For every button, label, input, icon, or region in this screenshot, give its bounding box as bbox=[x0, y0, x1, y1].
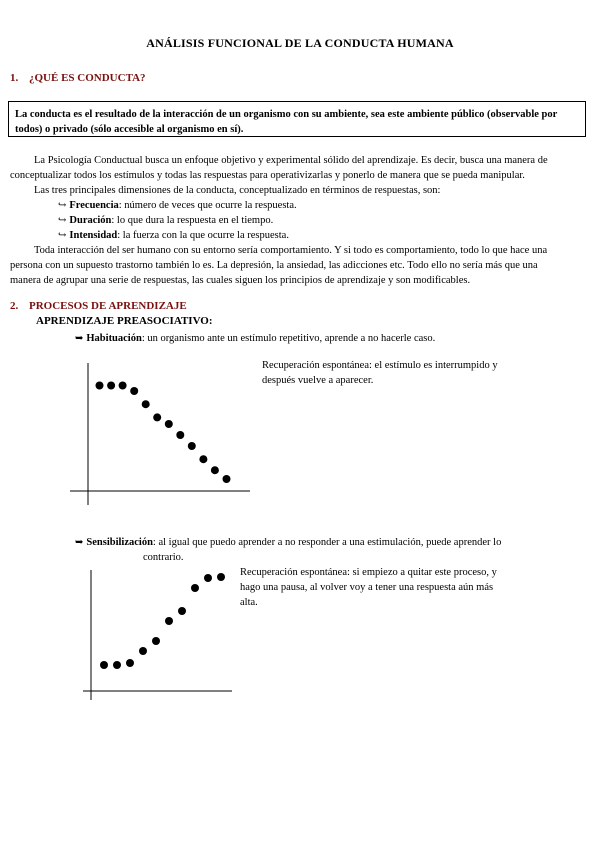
sensitization-term: Sensibilización bbox=[86, 537, 153, 548]
dimensions-list bbox=[58, 198, 297, 243]
arrow-icon: ↪ bbox=[58, 200, 67, 211]
behavior-paragraph bbox=[10, 243, 595, 288]
bullet-arrow-icon: ➥ bbox=[75, 333, 84, 344]
para1-line-2: conceptualizar todos los estímulos y todas las respuestas para operativizarlas y ponerlo de manera que se pueda manipular. bbox=[10, 170, 525, 181]
definition-line-2: todos) o privado (sólo accesible al organismo en sí). bbox=[15, 124, 244, 135]
data-point bbox=[211, 466, 219, 474]
data-point bbox=[178, 607, 186, 615]
habituation-chart bbox=[60, 355, 260, 505]
section2-title: PROCESOS DE APRENDIZAJE bbox=[29, 300, 187, 312]
data-point bbox=[223, 475, 231, 483]
arrow-icon: ↪ bbox=[58, 215, 67, 226]
section2-number: 2. bbox=[10, 300, 19, 312]
dimension-item: ↪ Duración: lo que dura la respuesta en el tiempo. bbox=[58, 215, 274, 226]
para1-line-1: La Psicología Conductual busca un enfoque objetivo y experimental sólido del aprendizaje. Es decir, busca una manera de bbox=[34, 155, 548, 166]
habituation-term: Habituación bbox=[86, 333, 142, 344]
para2-line-2: persona con un supuesto trastorno también lo es. La depresión, la ansiedad, las adicciones etc. Todo ello no sería más que una bbox=[10, 260, 538, 271]
definition-line-1: La conducta es el resultado de la interacción de un organismo con su ambiente, sea este ambiente público (observable por bbox=[15, 109, 558, 120]
data-point bbox=[188, 442, 196, 450]
habituation-desc: : un organismo ante un estímulo repetitivo, aprende a no hacerle caso. bbox=[141, 333, 436, 344]
data-point bbox=[119, 382, 127, 390]
data-point bbox=[165, 617, 173, 625]
para1-line-3: Las tres principales dimensiones de la conducta, conceptualizado en términos de respuestas, son: bbox=[34, 185, 441, 196]
data-point bbox=[113, 661, 121, 669]
habituation-note: Recuperación espontánea: el estímulo es interrumpido y después vuelve a aparecer. bbox=[262, 360, 498, 386]
data-point bbox=[165, 420, 173, 428]
data-point bbox=[130, 387, 138, 395]
sensitization-desc: : al igual que puedo aprender a no responder a una estimulación, puede aprender lo bbox=[152, 537, 502, 548]
data-point bbox=[100, 661, 108, 669]
preassociative-heading: APRENDIZAJE PREASOCIATIVO: bbox=[36, 315, 213, 327]
data-point bbox=[204, 574, 212, 582]
data-point bbox=[126, 659, 134, 667]
section2-heading bbox=[10, 300, 187, 312]
intro-paragraph bbox=[10, 153, 595, 198]
para2-line-1: Toda interacción del ser humano con su entorno sería comportamiento. Y si todo es comportamiento, todo lo que hace una bbox=[34, 245, 548, 256]
data-point bbox=[176, 431, 184, 439]
definition-box bbox=[8, 101, 586, 137]
data-point bbox=[107, 382, 115, 390]
data-point bbox=[199, 455, 207, 463]
data-point bbox=[191, 584, 199, 592]
dimension-item: ↪ Frecuencia: número de veces que ocurre la respuesta. bbox=[58, 200, 297, 211]
sensitization-chart bbox=[80, 565, 240, 705]
data-point bbox=[153, 413, 161, 421]
section1-heading bbox=[10, 72, 146, 84]
habituation-item bbox=[75, 331, 435, 346]
para2-line-3: manera de agrupar una serie de respuestas, las cuales siguen los principios de aprendizaje y son modificables. bbox=[10, 275, 471, 286]
data-point bbox=[152, 637, 160, 645]
dimension-item: ↪ Intensidad: la fuerza con la que ocurre la respuesta. bbox=[58, 230, 289, 241]
data-point bbox=[217, 573, 225, 581]
arrow-icon: ↪ bbox=[58, 230, 67, 241]
sensitization-item: ➥ Sensibilización: al igual que puedo aprender a no responder a una estimulación, puede aprender lo contrario. bbox=[75, 537, 502, 563]
bullet-arrow-icon: ➥ bbox=[75, 537, 84, 548]
page-title: ANÁLISIS FUNCIONAL DE LA CONDUCTA HUMANA bbox=[146, 36, 454, 50]
data-point bbox=[139, 647, 147, 655]
section1-number: 1. bbox=[10, 72, 19, 84]
data-point bbox=[96, 382, 104, 390]
data-point bbox=[142, 400, 150, 408]
sensitization-note: Recuperación espontánea: si empiezo a quitar este proceso, y hago una pausa, al volver voy a tener una respuesta aún más alta. bbox=[240, 567, 497, 608]
section1-title: ¿QUÉ ES CONDUCTA? bbox=[29, 72, 146, 84]
